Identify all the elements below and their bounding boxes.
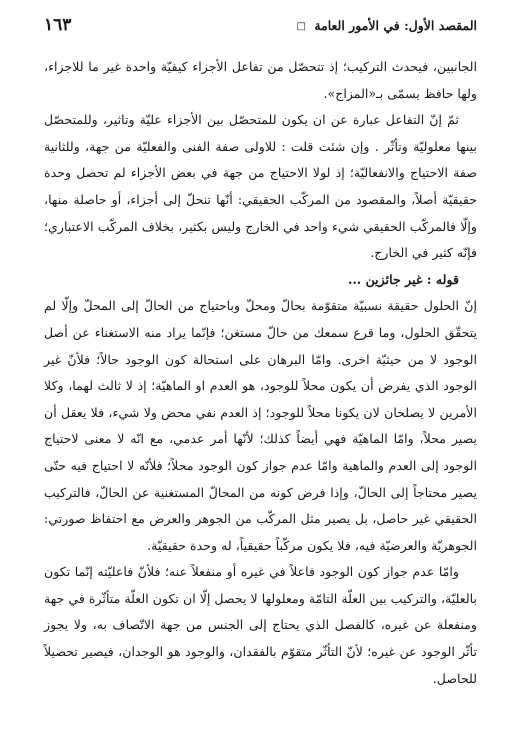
running-header bbox=[44, 14, 477, 36]
paragraph-4: وامّا عدم جواز كون الوجود فاعلاً في غيره أو منفعلاً عنه؛ فلأنّ فاعليّته إنّما تكون بالعليّة، والتركيب بين العلّة التامّة ومعلولها لا يحصل إلّا ان تكون العلّة متأثّرة في جهة ومنفعلة عن غيره، كالفصل الذي يحتاج إلى الجنس من جهة الاتّصاف به، ولا يجوز تأثّر الوجود عن غيره؛ لأنّ التأثّر متقوّم بالفقدان، والوجود هو الوجدان، فيصير تحصيلاً للحاصل. bbox=[44, 564, 477, 686]
paragraph-3: إنّ الحلول حقيقة نسبيّة متقوّمة بحالّ ومحلّ وباحتياج من الحالّ إلى المحلّ وإلّا لم يتحقّق الحلول، وما قرع سمعك من حالّ مستغن؛ فإنّما يراد منه الاستغناء عن أصل الوجود لا من حيثيّة اخرى. وامّا البرهان على استحالة كون الوجود حالاً؛ فلأنّ غير الوجود الذي يفرض أن يكون محلاً للوجود، هو العدم او الماهيّة؛ إذ لا ثالث لهما، وكلا الأمرين لا يصلحان لان يكونا محلاً للوجود؛ إذ العدم نفي محض ولا شيء، فلا يعقل أن يصير محلاً، وامّا الماهيّة فهي أيضاً كذلك؛ لأنّها أمر عدمي، مع انّه لا معنى لاحتياج الوجود إلى العدم والماهية وامّا عدم جواز كون الوجود محلاً؛ فلأنّه لا احتياج فيه حتّى يصير محتاجاً إلى الحالّ، وإذا فرض كونه من المحالّ المستغنية عن الحالّ، فالتركيب الحقيقي غير حاصل، بل يصير مثل المركّب من الجوهر والعرض مع احتفاظ صورتي: الجوهريّة والعرضيّة فيه، فلا يكون مركّباً حقيقياً، له وحدة حقيقيّة. bbox=[44, 298, 477, 553]
paragraph-1: الجانبين، فيحدث التركيب؛ إذ تتحصّل من تفاعل الأجزاء كيفيّة واحدة غير ما للاجزاء، ولها حافظ يسمّى بـ«المزاج». bbox=[44, 59, 477, 101]
main-text bbox=[44, 54, 477, 692]
header-title: المقصد الأول: في الأمور العامة bbox=[314, 17, 477, 33]
quote-heading: قوله : غير جائزين ... bbox=[348, 271, 459, 287]
page-number: ١٦٣ bbox=[44, 15, 72, 35]
paragraph-2: ثمّ إنّ التفاعل عبارة عن ان يكون للمتحصّل بين الأجزاء عليّة وتاثير، وللمتحصّل بينها معلوليّة وتأثّر . وإن شئت قلت : للاولى صفة الفنى والفعليّة من جهة، وللثانية صفة الاحتياج والانفعاليّة؛ إذ لولا الاحتياج من جهة في بعض الأجزاء لم تحصل وحدة حقيقيّة أصلاً، والمقصود من المركّب الحقيقي: أنّها تنحلّ إلى أجزاء، أو حاصلة منها، وإلّا فالمركّب الحقيقي شيء واحد في الخارج وليس بكثير، بخلاف المركّب الاعتباري؛ فإنّه كثير في الخارج. bbox=[44, 112, 477, 261]
header-separator-icon: □ bbox=[296, 20, 306, 32]
header-title-group bbox=[293, 18, 478, 33]
